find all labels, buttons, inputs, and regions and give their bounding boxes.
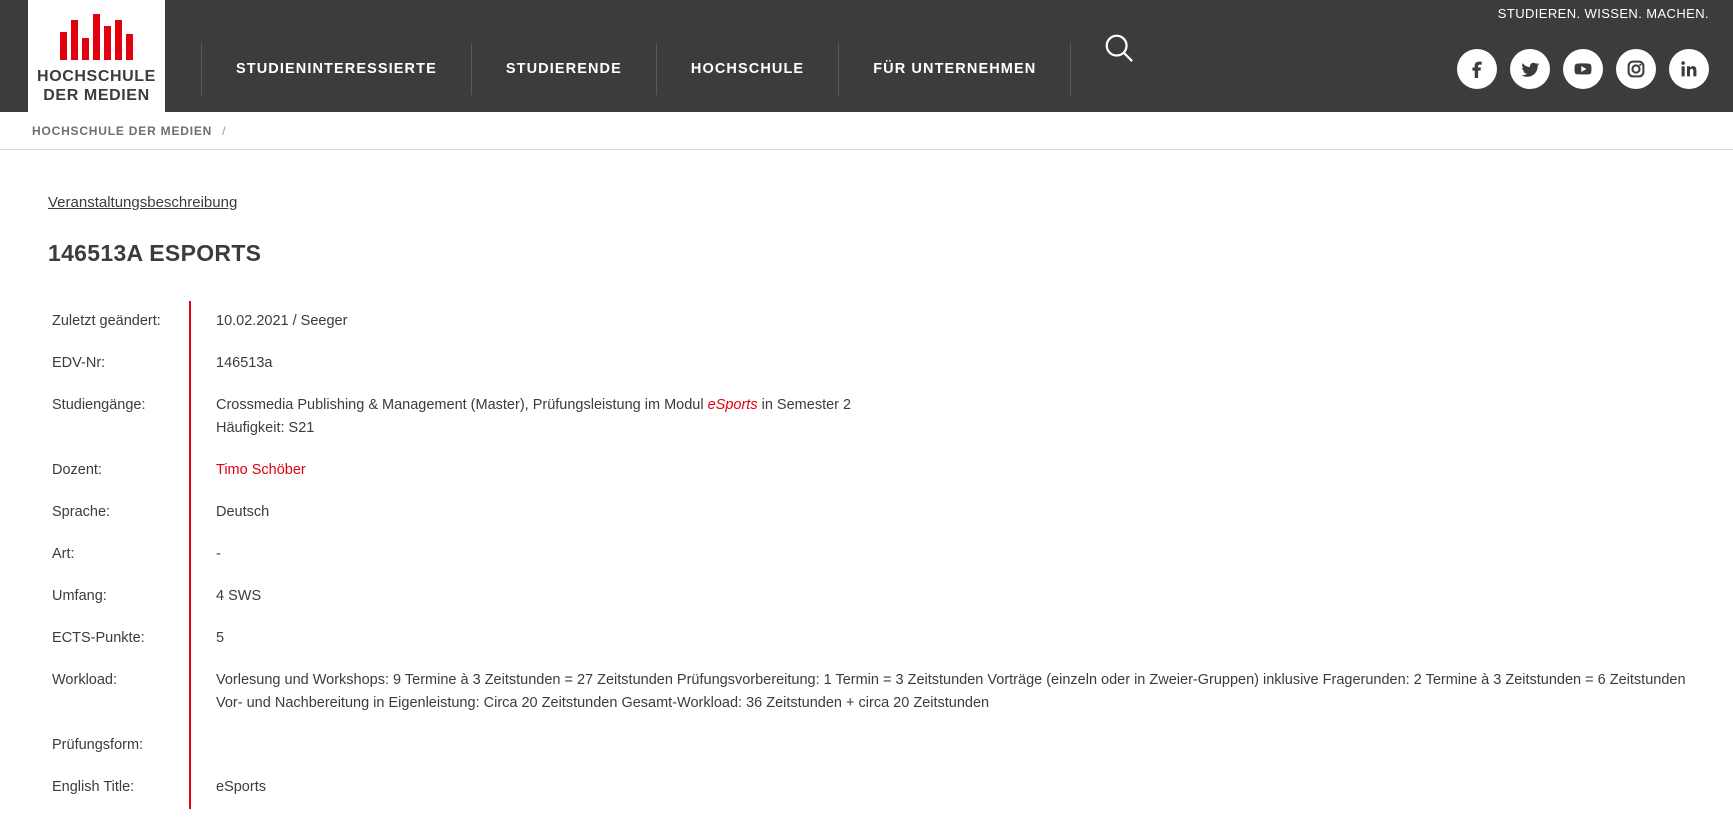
logo-line-1: HOCHSCHULE — [37, 68, 156, 85]
site-header — [0, 26, 1733, 112]
breadcrumb — [0, 112, 1733, 150]
row-value: 4 SWS — [190, 576, 1701, 618]
nav-item-hochschule[interactable]: HOCHSCHULE — [657, 43, 839, 95]
row-ects-punkte — [32, 618, 1701, 660]
row-pruefungsform — [32, 725, 1701, 767]
row-label: Workload: — [52, 672, 118, 688]
claim-text: STUDIEREN. WISSEN. MACHEN. — [1497, 5, 1709, 21]
hochschule-der-medien-logo[interactable] — [28, 0, 165, 112]
row-zuletzt-geaendert — [32, 301, 1701, 343]
twitter-icon[interactable] — [1510, 49, 1550, 89]
instagram-icon[interactable] — [1616, 49, 1656, 89]
main-navigation — [201, 26, 1071, 112]
breadcrumb-separator: / — [222, 123, 227, 138]
row-label: Zuletzt geändert: — [52, 313, 161, 329]
row-value — [190, 725, 1701, 767]
row-umfang — [32, 576, 1701, 618]
row-value: - — [190, 534, 1701, 576]
page-content — [0, 150, 1733, 809]
row-label: Prüfungsform: — [52, 737, 144, 753]
row-label: English Title: — [52, 779, 135, 795]
row-label: Dozent: — [52, 462, 102, 478]
youtube-icon[interactable] — [1563, 49, 1603, 89]
course-detail-table — [32, 301, 1701, 809]
dozent-link[interactable]: Timo Schöber — [216, 462, 306, 478]
logo-bars-icon — [60, 14, 133, 60]
nav-item-studieninteressierte[interactable]: STUDIENINTERESSIERTE — [201, 43, 472, 95]
studiengaenge-haeufigkeit: Häufigkeit: S21 — [216, 420, 315, 436]
nav-item-studierende[interactable]: STUDIERENDE — [472, 43, 657, 95]
studiengaenge-text-before: Crossmedia Publishing & Management (Master), Prüfungsleistung im Modul — [216, 397, 708, 413]
studiengaenge-text-after: in Semester 2 — [757, 397, 852, 413]
row-label: Sprache: — [52, 504, 111, 520]
search-icon[interactable] — [1097, 26, 1141, 70]
row-sprache — [32, 492, 1701, 534]
row-edv-nr — [32, 343, 1701, 385]
row-workload — [32, 660, 1701, 725]
row-label: Art: — [52, 546, 75, 562]
row-label: Studiengänge: — [52, 397, 146, 413]
row-value: 10.02.2021 / Seeger — [190, 301, 1701, 343]
row-value: Deutsch — [190, 492, 1701, 534]
row-label: EDV-Nr: — [52, 355, 106, 371]
breadcrumb-item-hochschule-der-medien[interactable]: HOCHSCHULE DER MEDIEN — [32, 123, 213, 138]
nav-item-fuer-unternehmen[interactable]: FÜR UNTERNEHMEN — [839, 43, 1071, 95]
row-value: Vorlesung und Workshops: 9 Termine à 3 Zeitstunden = 27 Zeitstunden Prüfungsvorbereitung: 1 Termin = 3 Zeitstunden Vorträge (einzeln oder in Zweier-Gruppen) inklusive Fragerunden: 2 Termine à 3 Zeitstunden = 6 Zeitstunden Vor- und Nachbereitung in Eigenleistung: Circa 20 Zeitstunden Gesamt-Workload: 36 Zeitstunden + circa 20 Zeitstunden — [190, 660, 1701, 725]
studiengaenge-line-1 — [216, 394, 1701, 417]
page-title: 146513A ESPORTS — [48, 240, 262, 266]
row-dozent — [32, 450, 1701, 492]
row-art — [32, 534, 1701, 576]
row-label: Umfang: — [52, 588, 107, 604]
row-value — [190, 385, 1701, 450]
social-links — [1457, 26, 1709, 112]
row-value: 146513a — [190, 343, 1701, 385]
row-label: ECTS-Punkte: — [52, 630, 145, 646]
logo-line-2: DER MEDIEN — [43, 87, 150, 104]
row-value: 5 — [190, 618, 1701, 660]
row-studiengaenge — [32, 385, 1701, 450]
studiengaenge-module-emphasis: eSports — [707, 397, 758, 413]
logo-wordmark — [37, 67, 156, 105]
top-claim-bar — [0, 0, 1733, 26]
linkedin-icon[interactable] — [1669, 49, 1709, 89]
row-english-title — [32, 767, 1701, 809]
row-value: eSports — [190, 767, 1701, 809]
veranstaltungsbeschreibung-link[interactable]: Veranstaltungsbeschreibung — [48, 194, 238, 211]
row-value — [190, 450, 1701, 492]
facebook-icon[interactable] — [1457, 49, 1497, 89]
